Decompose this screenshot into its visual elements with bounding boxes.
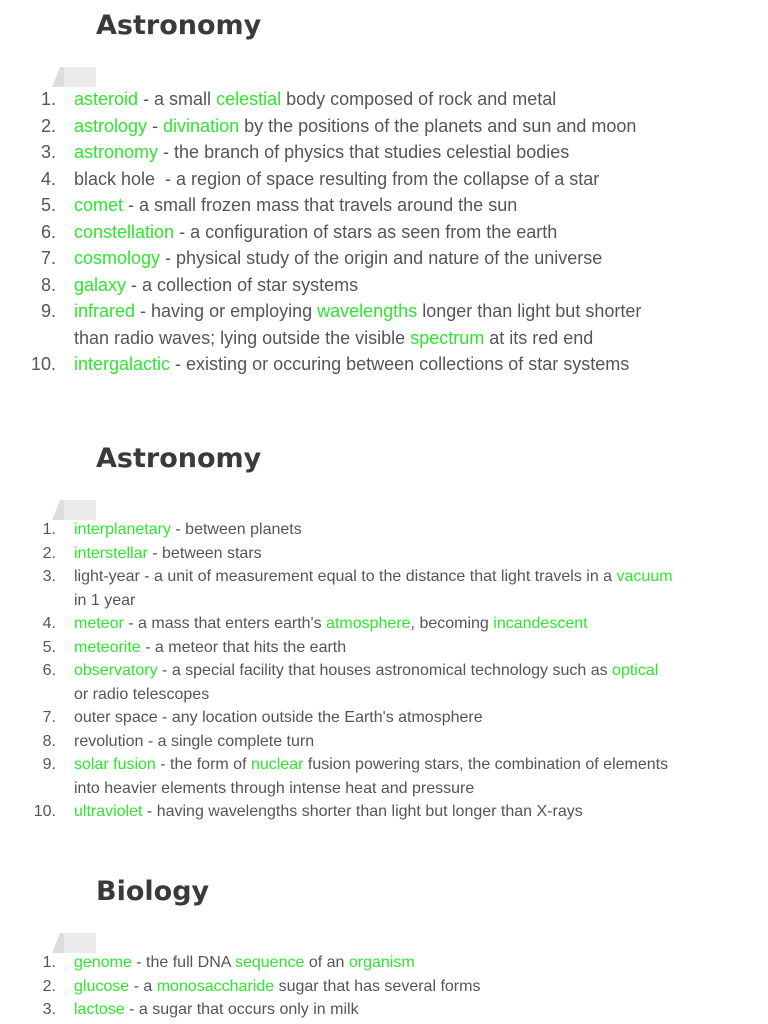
term-link[interactable]: cosmology	[74, 248, 161, 268]
item-number: 6.	[40, 221, 56, 242]
item-text	[74, 169, 599, 189]
definition-text: - between planets	[170, 521, 302, 538]
definition-text: - a special facility that houses astronomical technology such as	[157, 662, 613, 679]
definition-text: - the full DNA	[131, 954, 235, 971]
list-item	[0, 612, 674, 636]
item-number: 1.	[40, 89, 56, 109]
term-link[interactable]: intergalactic	[74, 354, 171, 374]
item-number: 5.	[42, 638, 56, 656]
item-number: 7.	[40, 248, 56, 268]
list-item	[0, 800, 674, 824]
vocab-list	[0, 518, 677, 824]
list-item	[0, 730, 674, 754]
item-text	[74, 301, 646, 348]
list-item	[0, 636, 674, 660]
item-number: 2.	[40, 115, 56, 136]
term-link[interactable]: meteorite	[74, 638, 141, 656]
item-text	[74, 116, 636, 136]
definition-text: light-year - a unit of measurement equal to the distance that light travels in a	[74, 568, 617, 585]
term-link[interactable]: celestial	[216, 89, 282, 109]
term-link[interactable]: galaxy	[74, 274, 127, 295]
list-item	[0, 113, 674, 140]
item-text	[74, 222, 557, 242]
definition-text: longer than light but shorter than radio waves; lying outside the visible	[74, 301, 647, 348]
item-text	[74, 521, 302, 538]
term-link[interactable]: constellation	[74, 221, 175, 242]
item-number: 2.	[42, 977, 56, 995]
item-text	[74, 275, 358, 295]
section-title: Biology	[96, 876, 210, 907]
definition-text: - having wavelengths shorter than light but longer than X-rays	[142, 803, 583, 820]
term-link[interactable]: divination	[163, 115, 240, 136]
definition-text: - a	[129, 977, 157, 995]
term-link[interactable]: atmosphere	[326, 615, 411, 632]
item-text	[74, 615, 588, 632]
definition-text: - a configuration of stars as seen from the earth	[174, 221, 558, 242]
item-text	[74, 639, 346, 656]
item-number: 10.	[33, 803, 56, 820]
term-link[interactable]: nuclear	[250, 756, 304, 773]
tab-icon	[52, 933, 96, 953]
item-number: 6.	[42, 662, 56, 679]
definition-text: in 1 year	[74, 568, 677, 609]
definition-text: sugar that has several forms	[274, 977, 481, 995]
definition-text: of an	[304, 954, 349, 971]
definition-text: at its red end	[484, 327, 594, 348]
definition-text: - having or employing	[135, 301, 318, 321]
item-text	[74, 709, 483, 726]
definition-text: -	[147, 115, 164, 136]
definition-text: - a small	[138, 89, 217, 109]
term-link[interactable]: astronomy	[74, 142, 159, 162]
term-link[interactable]: interstellar	[74, 544, 148, 562]
list-item	[0, 975, 674, 999]
definition-text: - a sugar that occurs only in milk	[124, 1001, 359, 1018]
term-link[interactable]: spectrum	[410, 327, 485, 348]
item-text	[74, 248, 602, 268]
list-item	[0, 565, 677, 612]
item-text	[74, 954, 415, 971]
item-number: 1.	[42, 521, 56, 538]
list-item	[0, 542, 674, 566]
term-link[interactable]: interplanetary	[74, 521, 171, 538]
term-link[interactable]: asteroid	[74, 89, 139, 109]
term-link[interactable]: infrared	[74, 301, 136, 321]
definition-text: - the branch of physics that studies celestial bodies	[158, 142, 570, 162]
definition-text: body composed of rock and metal	[281, 89, 557, 109]
item-text	[74, 195, 517, 215]
list-item	[0, 951, 674, 975]
item-number: 2.	[42, 544, 56, 562]
item-number: 4.	[42, 615, 56, 632]
item-text	[74, 978, 480, 995]
term-link[interactable]: incandescent	[493, 615, 588, 632]
vocab-list	[0, 86, 674, 378]
definition-text: by the positions of the planets and sun and moon	[239, 115, 637, 136]
item-text	[74, 1001, 359, 1018]
item-number: 3.	[42, 568, 56, 585]
term-link[interactable]: monosaccharide	[156, 977, 275, 995]
list-item	[0, 139, 674, 166]
term-link[interactable]: solar fusion	[74, 756, 156, 773]
item-text	[74, 756, 673, 797]
term-link[interactable]: vacuum	[616, 568, 673, 585]
vocab-list	[0, 951, 674, 1022]
term-link[interactable]: comet	[74, 195, 124, 215]
item-number: 8.	[40, 274, 56, 295]
item-number: 10.	[30, 354, 56, 374]
term-link[interactable]: genome	[74, 954, 132, 971]
list-item	[0, 166, 674, 193]
list-item	[0, 192, 674, 219]
tab-icon	[52, 500, 96, 520]
definition-text: - existing or occuring between collections of star systems	[170, 354, 630, 374]
term-link[interactable]: wavelengths	[317, 301, 418, 321]
item-text	[74, 142, 569, 162]
item-number: 9.	[42, 756, 56, 773]
term-link[interactable]: optical	[612, 662, 659, 679]
list-item	[0, 219, 674, 246]
definition-text: - a meteor that hits the earth	[140, 638, 347, 656]
list-item	[0, 86, 674, 113]
list-item	[0, 245, 674, 272]
list-item	[0, 518, 674, 542]
term-link[interactable]: lactose	[74, 1001, 125, 1018]
section-title: Astronomy	[96, 443, 262, 474]
definition-text: - physical study of the origin and nature of the universe	[160, 248, 603, 268]
tab-icon	[52, 67, 96, 87]
list-item	[0, 753, 674, 800]
term-link[interactable]: sequence	[234, 954, 305, 971]
term-link[interactable]: glucose	[74, 977, 130, 995]
item-text	[74, 545, 262, 562]
definition-text: revolution - a single complete turn	[74, 732, 315, 750]
list-item	[0, 659, 674, 706]
list-item	[0, 998, 674, 1022]
item-text	[74, 568, 677, 609]
list-item	[0, 351, 674, 378]
item-text	[74, 89, 556, 109]
item-text	[74, 354, 629, 374]
item-number: 5.	[40, 195, 56, 215]
definition-text: black hole - a region of space resulting from the collapse of a star	[74, 168, 600, 189]
definition-text: or radio telescopes	[74, 662, 663, 703]
item-text	[74, 662, 663, 703]
definition-text: - a collection of star systems	[126, 274, 359, 295]
term-link[interactable]: ultraviolet	[74, 803, 143, 820]
term-link[interactable]: astrology	[74, 115, 148, 136]
item-number: 8.	[42, 732, 56, 750]
item-number: 3.	[42, 1001, 56, 1018]
item-text	[74, 733, 314, 750]
definition-text: fusion powering stars, the combination of elements into heavier elements through intense heat and pressure	[74, 756, 673, 797]
definition-text: outer space - any location outside the Earth's atmosphere	[74, 709, 483, 726]
list-item	[0, 272, 674, 299]
item-number: 1.	[42, 954, 56, 971]
term-link[interactable]: meteor	[74, 615, 124, 632]
item-number: 7.	[42, 709, 56, 726]
definition-text: - between stars	[147, 544, 262, 562]
term-link[interactable]: observatory	[74, 662, 158, 679]
section-title: Astronomy	[96, 10, 262, 41]
item-text	[74, 803, 583, 820]
item-number: 3.	[40, 142, 56, 162]
item-number: 9.	[40, 301, 56, 321]
definition-text: , becoming	[410, 615, 494, 632]
list-item	[0, 706, 674, 730]
definition-text: - a small frozen mass that travels around the sun	[123, 195, 518, 215]
list-item	[0, 298, 674, 351]
definition-text: - the form of	[155, 756, 251, 773]
term-link[interactable]: organism	[348, 954, 415, 971]
item-number: 4.	[40, 168, 56, 189]
definition-text: - a mass that enters earth's	[123, 615, 327, 632]
